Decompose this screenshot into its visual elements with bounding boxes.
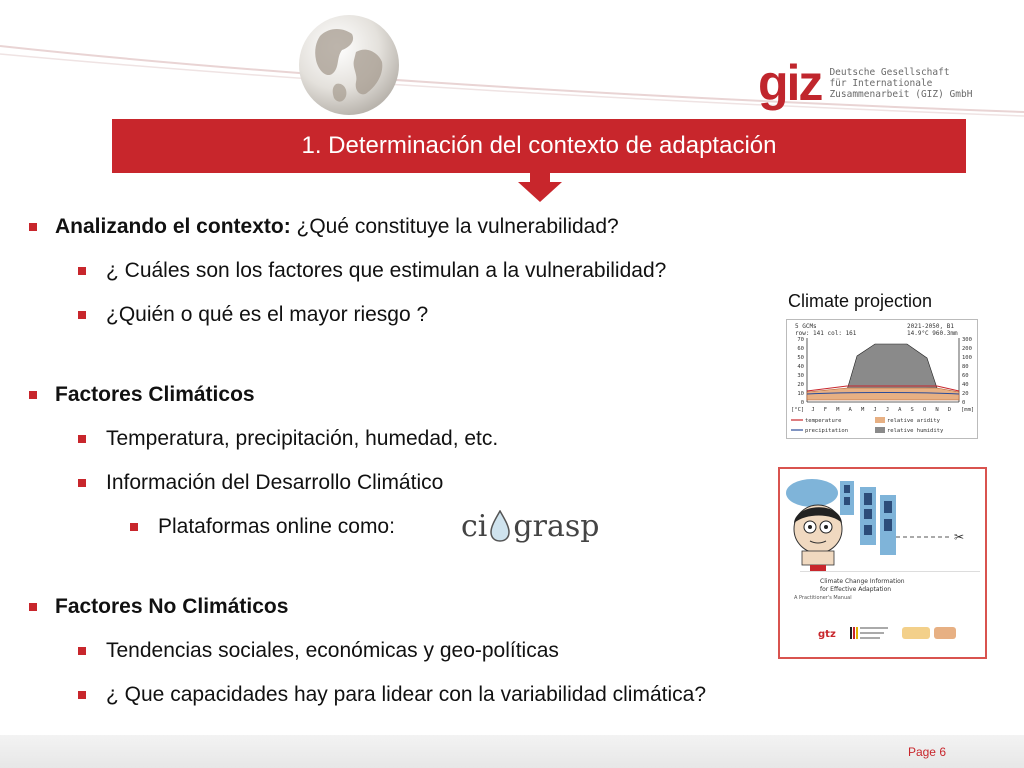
giz-logo-text: [829, 67, 972, 100]
bullet-bold-text: Analizando el contexto:: [55, 215, 291, 238]
right-tick-0: 0: [962, 400, 966, 406]
month-label-6: J: [885, 407, 890, 413]
page-number: Page 6: [907, 745, 946, 759]
giz-logo: [758, 55, 973, 111]
chart-header-left-1: 5 GCMs: [795, 323, 817, 330]
bullet-analizando: [55, 214, 619, 240]
left-tick-20: 20: [797, 382, 804, 388]
bullet-text: Temperatura, precipitación, humedad, etc.: [106, 427, 499, 450]
bullet-text: Plataformas online como:: [158, 515, 395, 538]
manual-cover-image: [778, 467, 987, 659]
ciograsp-text-right: grasp: [513, 508, 600, 544]
left-tick-30: 30: [797, 373, 804, 379]
month-label-0: J: [811, 407, 815, 413]
ciograsp-text-left: ci: [461, 508, 488, 544]
logo-line: Deutsche Gesellschaft: [829, 66, 950, 78]
bullet-temperatura: [106, 426, 498, 452]
right-ticks: [962, 337, 972, 406]
climate-projection-label: Climate projection: [788, 291, 933, 311]
bullet-marker: [78, 267, 86, 275]
left-tick-10: 10: [797, 391, 804, 397]
manual-title-1: Climate Change Information: [820, 578, 905, 585]
bullet-capacidades: [106, 682, 706, 708]
legend-relative-humidity: relative humidity: [887, 428, 944, 434]
manual-footer-logo: gtz: [818, 629, 836, 640]
logo-line: für Internationale: [829, 77, 933, 89]
bullet-text: Tendencias sociales, económicas y geo-políticas: [106, 639, 559, 662]
slide-title: 1. Determinación del contexto de adaptación: [112, 119, 966, 173]
month-labels: [811, 407, 951, 413]
footer-band: [0, 735, 1024, 768]
right-tick-300: 300: [962, 337, 972, 343]
svg-text:✂: ✂: [954, 530, 965, 544]
legend-precipitation: precipitation: [805, 428, 849, 434]
right-tick-200: 200: [962, 346, 972, 352]
bullet-text: ¿Quién o qué es el mayor riesgo ?: [106, 303, 429, 326]
chart-header-right-2: 14.9°C 960.3mm: [907, 330, 958, 337]
giz-logo-mark: giz: [758, 55, 822, 111]
bullet-text: ¿Qué constituye la vulnerabilidad?: [290, 215, 619, 238]
bullet-marker: [78, 311, 86, 319]
legend-temperature: temperature: [805, 418, 842, 424]
axis-right-unit: [mm]: [961, 407, 975, 413]
manual-subtitle: A Practitioner's Manual: [794, 595, 852, 601]
manual-title-2: for Effective Adaptation: [820, 586, 892, 593]
left-tick-70: 70: [797, 337, 804, 343]
bullet-factores-no-climaticos: [55, 594, 288, 620]
chart-header-left-2: row: 141 col: 161: [795, 330, 857, 337]
bullet-marker: [29, 603, 37, 611]
month-label-3: A: [848, 407, 852, 413]
bullet-mayor-riesgo: [106, 302, 428, 328]
bullet-marker: [29, 223, 37, 231]
bullet-factores-climaticos: [55, 382, 255, 408]
bullet-marker: [78, 647, 86, 655]
bullet-marker: [78, 479, 86, 487]
bullet-factores-vulnerabilidad: [106, 258, 666, 284]
bullet-marker: [29, 391, 37, 399]
bullet-plataformas: [158, 514, 395, 540]
water-drop-icon: [490, 510, 510, 542]
bullet-marker: [78, 691, 86, 699]
month-label-4: M: [860, 407, 865, 413]
axis-left-unit: [°C]: [791, 407, 805, 413]
left-tick-50: 50: [797, 355, 804, 361]
right-tick-80: 80: [962, 364, 969, 370]
bullet-marker: [78, 435, 86, 443]
bullet-bold-text: Factores No Climáticos: [55, 595, 289, 618]
climate-projection-chart: [786, 319, 978, 439]
down-arrow-icon: [518, 172, 562, 202]
bullet-text: Información del Desarrollo Climático: [106, 471, 444, 494]
legend-relative-aridity: relative aridity: [887, 418, 940, 424]
ciograsp-logo[interactable]: [461, 503, 599, 549]
bullet-informacion: [106, 470, 443, 496]
month-label-8: S: [910, 407, 914, 413]
month-label-10: N: [935, 407, 939, 413]
month-label-11: D: [947, 407, 952, 413]
right-tick-100: 100: [962, 355, 972, 361]
bullet-bold-text: Factores Climáticos: [55, 383, 255, 406]
right-tick-20: 20: [962, 391, 969, 397]
bullet-text: ¿ Cuáles son los factores que estimulan a la vulnerabilidad?: [106, 259, 667, 282]
month-label-2: M: [836, 407, 840, 413]
left-tick-40: 40: [797, 364, 804, 370]
bullet-text: ¿ Que capacidades hay para lidear con la variabilidad climática?: [106, 683, 706, 706]
month-label-9: O: [922, 407, 927, 413]
left-tick-60: 60: [797, 346, 804, 352]
left-ticks: [797, 337, 804, 406]
right-tick-60: 60: [962, 373, 969, 379]
month-label-7: A: [898, 407, 902, 413]
logo-line: Zusammenarbeit (GIZ) GmbH: [829, 88, 973, 100]
bullet-tendencias: [106, 638, 559, 664]
month-label-1: F: [823, 407, 828, 413]
chart-header-right-1: 2021-2050, B1: [907, 323, 954, 330]
right-tick-40: 40: [962, 382, 969, 388]
bullet-marker: [130, 523, 138, 531]
globe-icon: [296, 12, 402, 118]
left-tick-0: 0: [800, 400, 804, 406]
month-label-5: J: [873, 407, 877, 413]
